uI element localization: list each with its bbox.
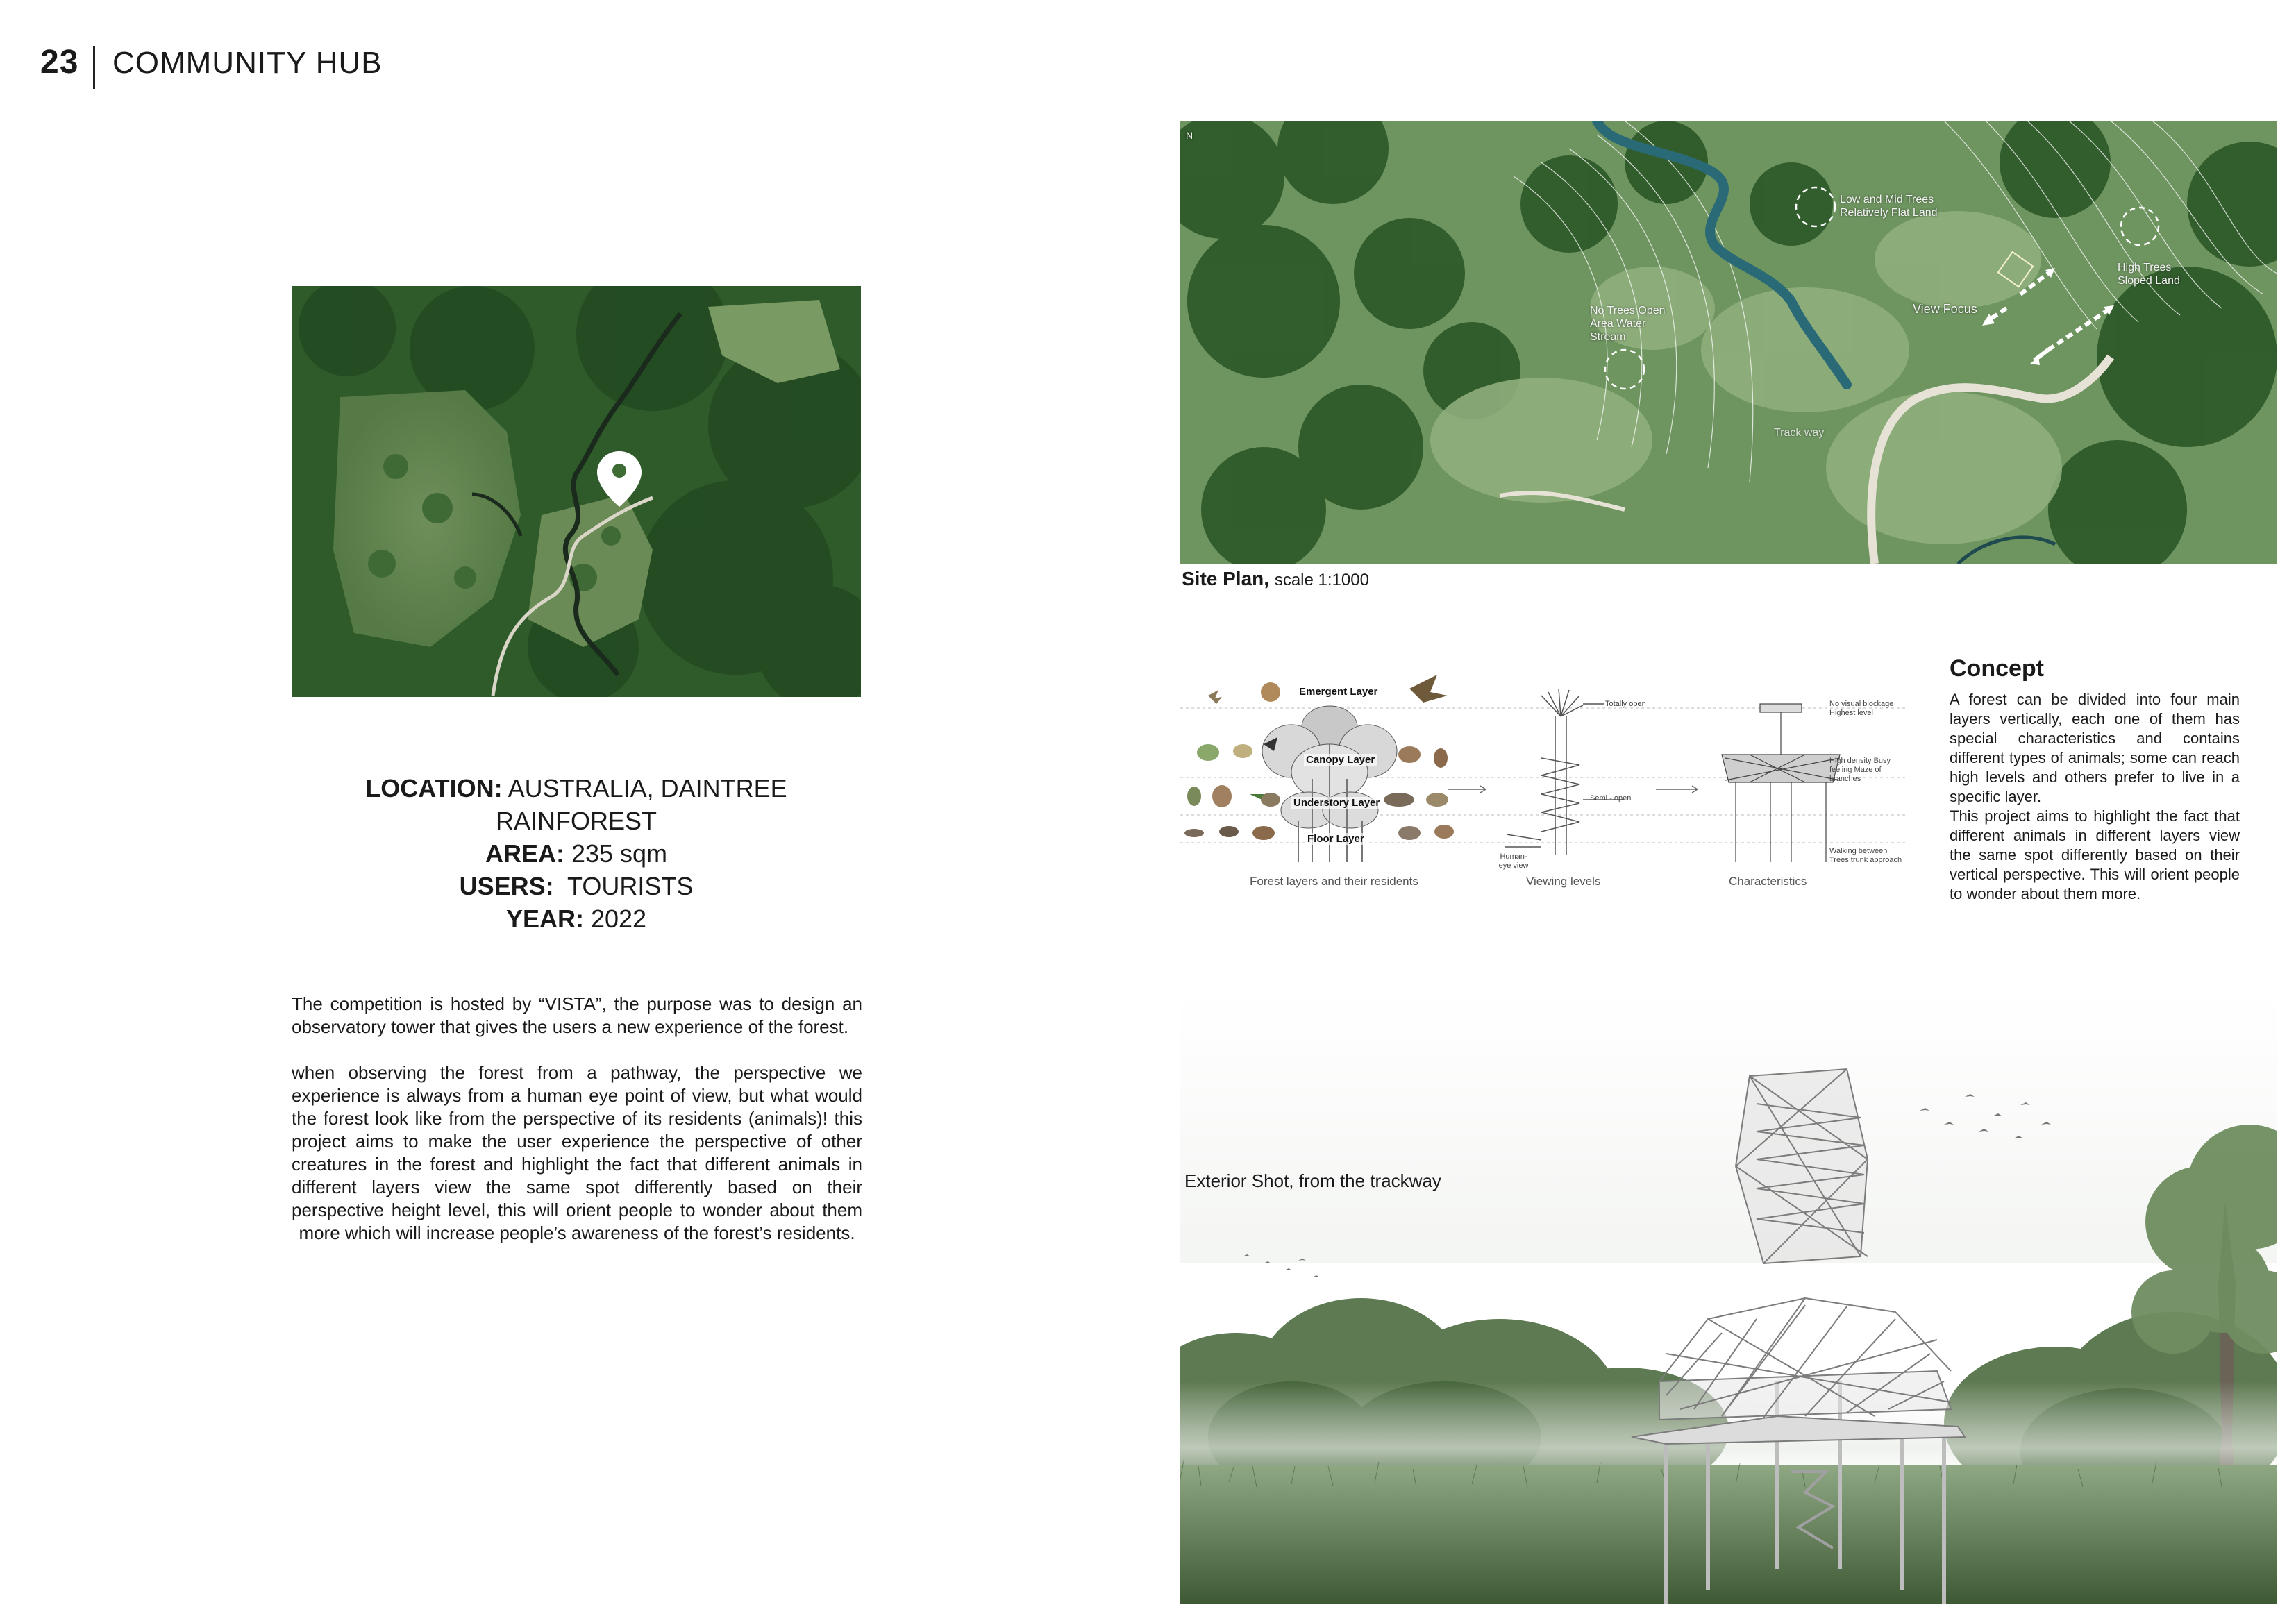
users-label: USERS: [459,872,554,900]
area-value: 235 sqm [571,839,668,868]
note-no-visual-blockage: No visual blockage Highest level [1829,700,1894,717]
concept-text [1950,690,2240,904]
year-value: 2022 [590,905,647,933]
site-plan-caption-scale: scale 1:1000 [1274,571,1369,589]
location-value: AUSTRALIA, DAINTREE RAINFOREST [495,774,787,835]
layer-label-understory: Understory Layer [1291,797,1382,809]
note-human-eye: Human-eye view [1498,852,1529,870]
north-mark: N [1186,130,1193,141]
location-aerial-map [292,286,861,697]
location-label: LOCATION: [365,774,503,802]
project-description [292,993,862,1268]
label-view-focus: View Focus [1913,302,1977,316]
section-title: COMMUNITY HUB [112,46,383,80]
project-info [292,772,861,935]
site-plan-caption [1182,568,1369,590]
note-walking-between: Walking between Trees trunk approach [1829,847,1902,864]
description-paragraph-1: The competition is hosted by “VISTA”, the purpose was to design an observatory tower that gives the users a new experience of the forest. [292,993,862,1037]
label-no-trees: No Trees Open Area Water Stream [1590,305,1666,343]
label-trackway: Track way [1774,427,1825,439]
note-high-density: High density Busy feeling Maze of branches [1829,757,1891,783]
label-low-mid-trees: Low and Mid Trees Relatively Flat Land [1840,194,1938,219]
header-divider [93,46,95,89]
label-high-trees: High Trees Sloped Land [2118,262,2180,287]
area-line [292,837,861,870]
area-label: AREA: [485,839,564,868]
concept-diagram [1180,661,1906,890]
note-semi-open: Semi - open [1590,794,1632,802]
concept-paragraph-1: A forest can be divided into four main layers vertically, each one of them has special characteristics and contains different types of animals; some can reach high levels and others prefer to live in a specific layer. [1950,691,2240,805]
page-number: 23 [40,44,79,81]
concept-title: Concept [1950,655,2044,682]
caption-viewing-levels: Viewing levels [1526,875,1601,888]
caption-forest-layers: Forest layers and their residents [1250,875,1418,888]
layer-label-canopy: Canopy Layer [1304,754,1377,766]
year-line [292,902,861,935]
site-plan-image [1180,121,2277,564]
note-totally-open: Totally open [1605,700,1646,708]
location-line [292,772,861,837]
layer-label-floor: Floor Layer [1305,833,1366,845]
concept-paragraph-2: This project aims to highlight the fact that different animals in different layers view the same spot differently based on their vertical perspective. This will orient people to wonder about them more. [1950,807,2240,902]
description-paragraph-2: when observing the forest from a pathway, the perspective we experience is always from a human eye point of view, but what would the forest look like from the perspective of its residents (animals)! this project aims to make the user experience the perspective of other creatures in the forest and highlight the fact that different animals in different layers view the same spot differently based on their perspective height level, this will orient people to wonder about them more which will increase people’s awareness of the forest’s residents. [292,1062,862,1243]
users-value: TOURISTS [567,872,694,900]
users-line [292,870,861,902]
year-label: YEAR: [505,905,584,933]
layer-label-emergent: Emergent Layer [1297,686,1380,698]
exterior-caption: Exterior Shot, from the trackway [1184,1170,1441,1191]
caption-characteristics: Characteristics [1729,875,1807,888]
exterior-render [1180,993,2277,1604]
site-plan-caption-title: Site Plan, [1182,568,1270,589]
